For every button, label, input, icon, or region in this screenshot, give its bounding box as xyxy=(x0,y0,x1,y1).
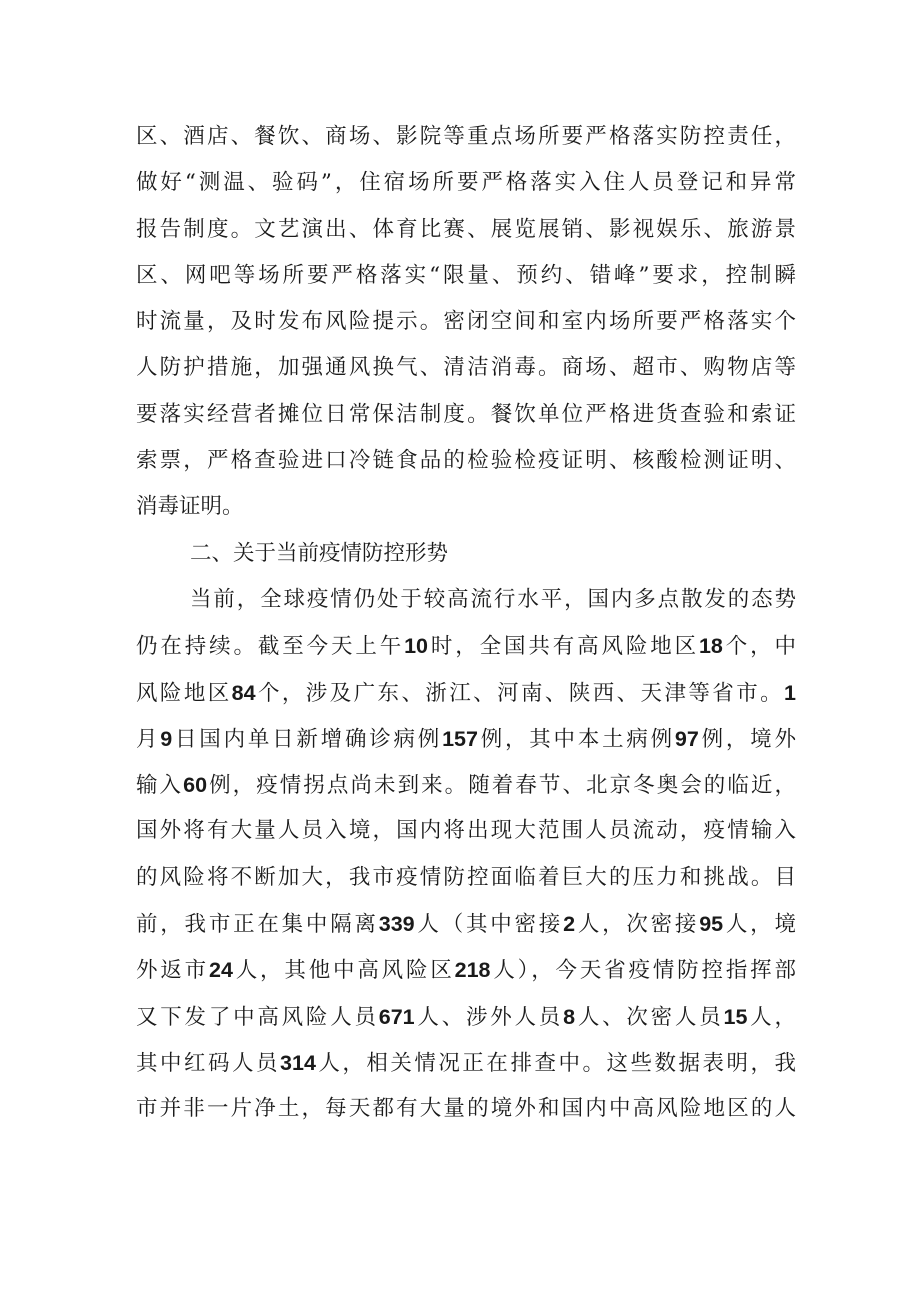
number-text: 18 xyxy=(698,634,723,659)
text-line: 人防护措施，加强通风换气、清洁消毒。商场、超市、购物店等 xyxy=(136,355,796,381)
text-line: 国外将有大量人员入境，国内将出现大范围人员流动，疫情输入 xyxy=(136,818,796,844)
number-text: 95 xyxy=(699,912,724,937)
text-line: 做好“测温、验码”，住宿场所要严格落实入住人员登记和异常 xyxy=(136,170,796,196)
text-line: 月9日国内单日新增确诊病例157例，其中本土病例97例，境外 xyxy=(136,726,796,752)
number-text: 15 xyxy=(723,1004,748,1029)
number-text: 10 xyxy=(404,634,428,659)
text-line: 要落实经营者摊位日常保洁制度。餐饮单位严格进货查验和索证 xyxy=(136,401,796,427)
text-line: 区、网吧等场所要严格落实“限量、预约、错峰”要求，控制瞬 xyxy=(136,262,796,288)
number-text: 84 xyxy=(231,680,256,705)
text-line: 又下发了中高风险人员671人、涉外人员8人、次密人员15人， xyxy=(136,1004,796,1030)
text-line: 输入60例，疫情拐点尚未到来。随着春节、北京冬奥会的临近， xyxy=(136,773,796,799)
number-text: 9 xyxy=(160,726,173,751)
number-text: 97 xyxy=(674,726,699,751)
number-text: 24 xyxy=(208,958,233,983)
text-line: 风险地区84个，涉及广东、浙江、河南、陕西、天津等省市。1 xyxy=(136,680,796,706)
number-text: 60 xyxy=(183,773,208,798)
text-line: 的风险将不断加大，我市疫情防控面临着巨大的压力和挑战。目 xyxy=(136,864,796,890)
text-line: 市并非一片净土，每天都有大量的境外和国内中高风险地区的人 xyxy=(136,1096,796,1122)
text-line: 报告制度。文艺演出、体育比赛、展览展销、影视娱乐、旅游景 xyxy=(136,216,796,242)
text-line: 区、酒店、餐饮、商场、影院等重点场所要严格落实防控责任， xyxy=(136,124,796,149)
number-text: 2 xyxy=(563,912,576,937)
number-text: 8 xyxy=(563,1004,576,1029)
text-line: 外返市24人，其他中高风险区218人），今天省疫情防控指挥部 xyxy=(136,958,796,984)
document-body xyxy=(136,114,796,1133)
paragraph-last-line: 消毒证明。 xyxy=(136,494,244,520)
number-text: 218 xyxy=(454,958,491,983)
text-line: 索票，严格查验进口冷链食品的检验检疫证明、核酸检测证明、 xyxy=(136,448,796,474)
text-line: 前，我市正在集中隔离339人（其中密接2人，次密接95人，境 xyxy=(136,912,796,938)
text-line: 其中红码人员314人，相关情况正在排查中。这些数据表明，我 xyxy=(136,1050,796,1076)
section-heading: 二、关于当前疫情防控形势 xyxy=(190,540,449,566)
number-text: 339 xyxy=(378,912,415,937)
number-text: 157 xyxy=(442,726,478,751)
text-line: 时流量，及时发布风险提示。密闭空间和室内场所要严格落实个 xyxy=(136,309,796,335)
text-line: 仍在持续。截至今天上午10时，全国共有高风险地区18个，中 xyxy=(136,634,796,660)
number-text: 671 xyxy=(378,1004,415,1029)
number-text: 1 xyxy=(784,680,796,705)
paragraph-first-line: 当前，全球疫情仍处于较高流行水平，国内多点散发的态势 xyxy=(190,586,796,612)
number-text: 314 xyxy=(280,1050,316,1075)
